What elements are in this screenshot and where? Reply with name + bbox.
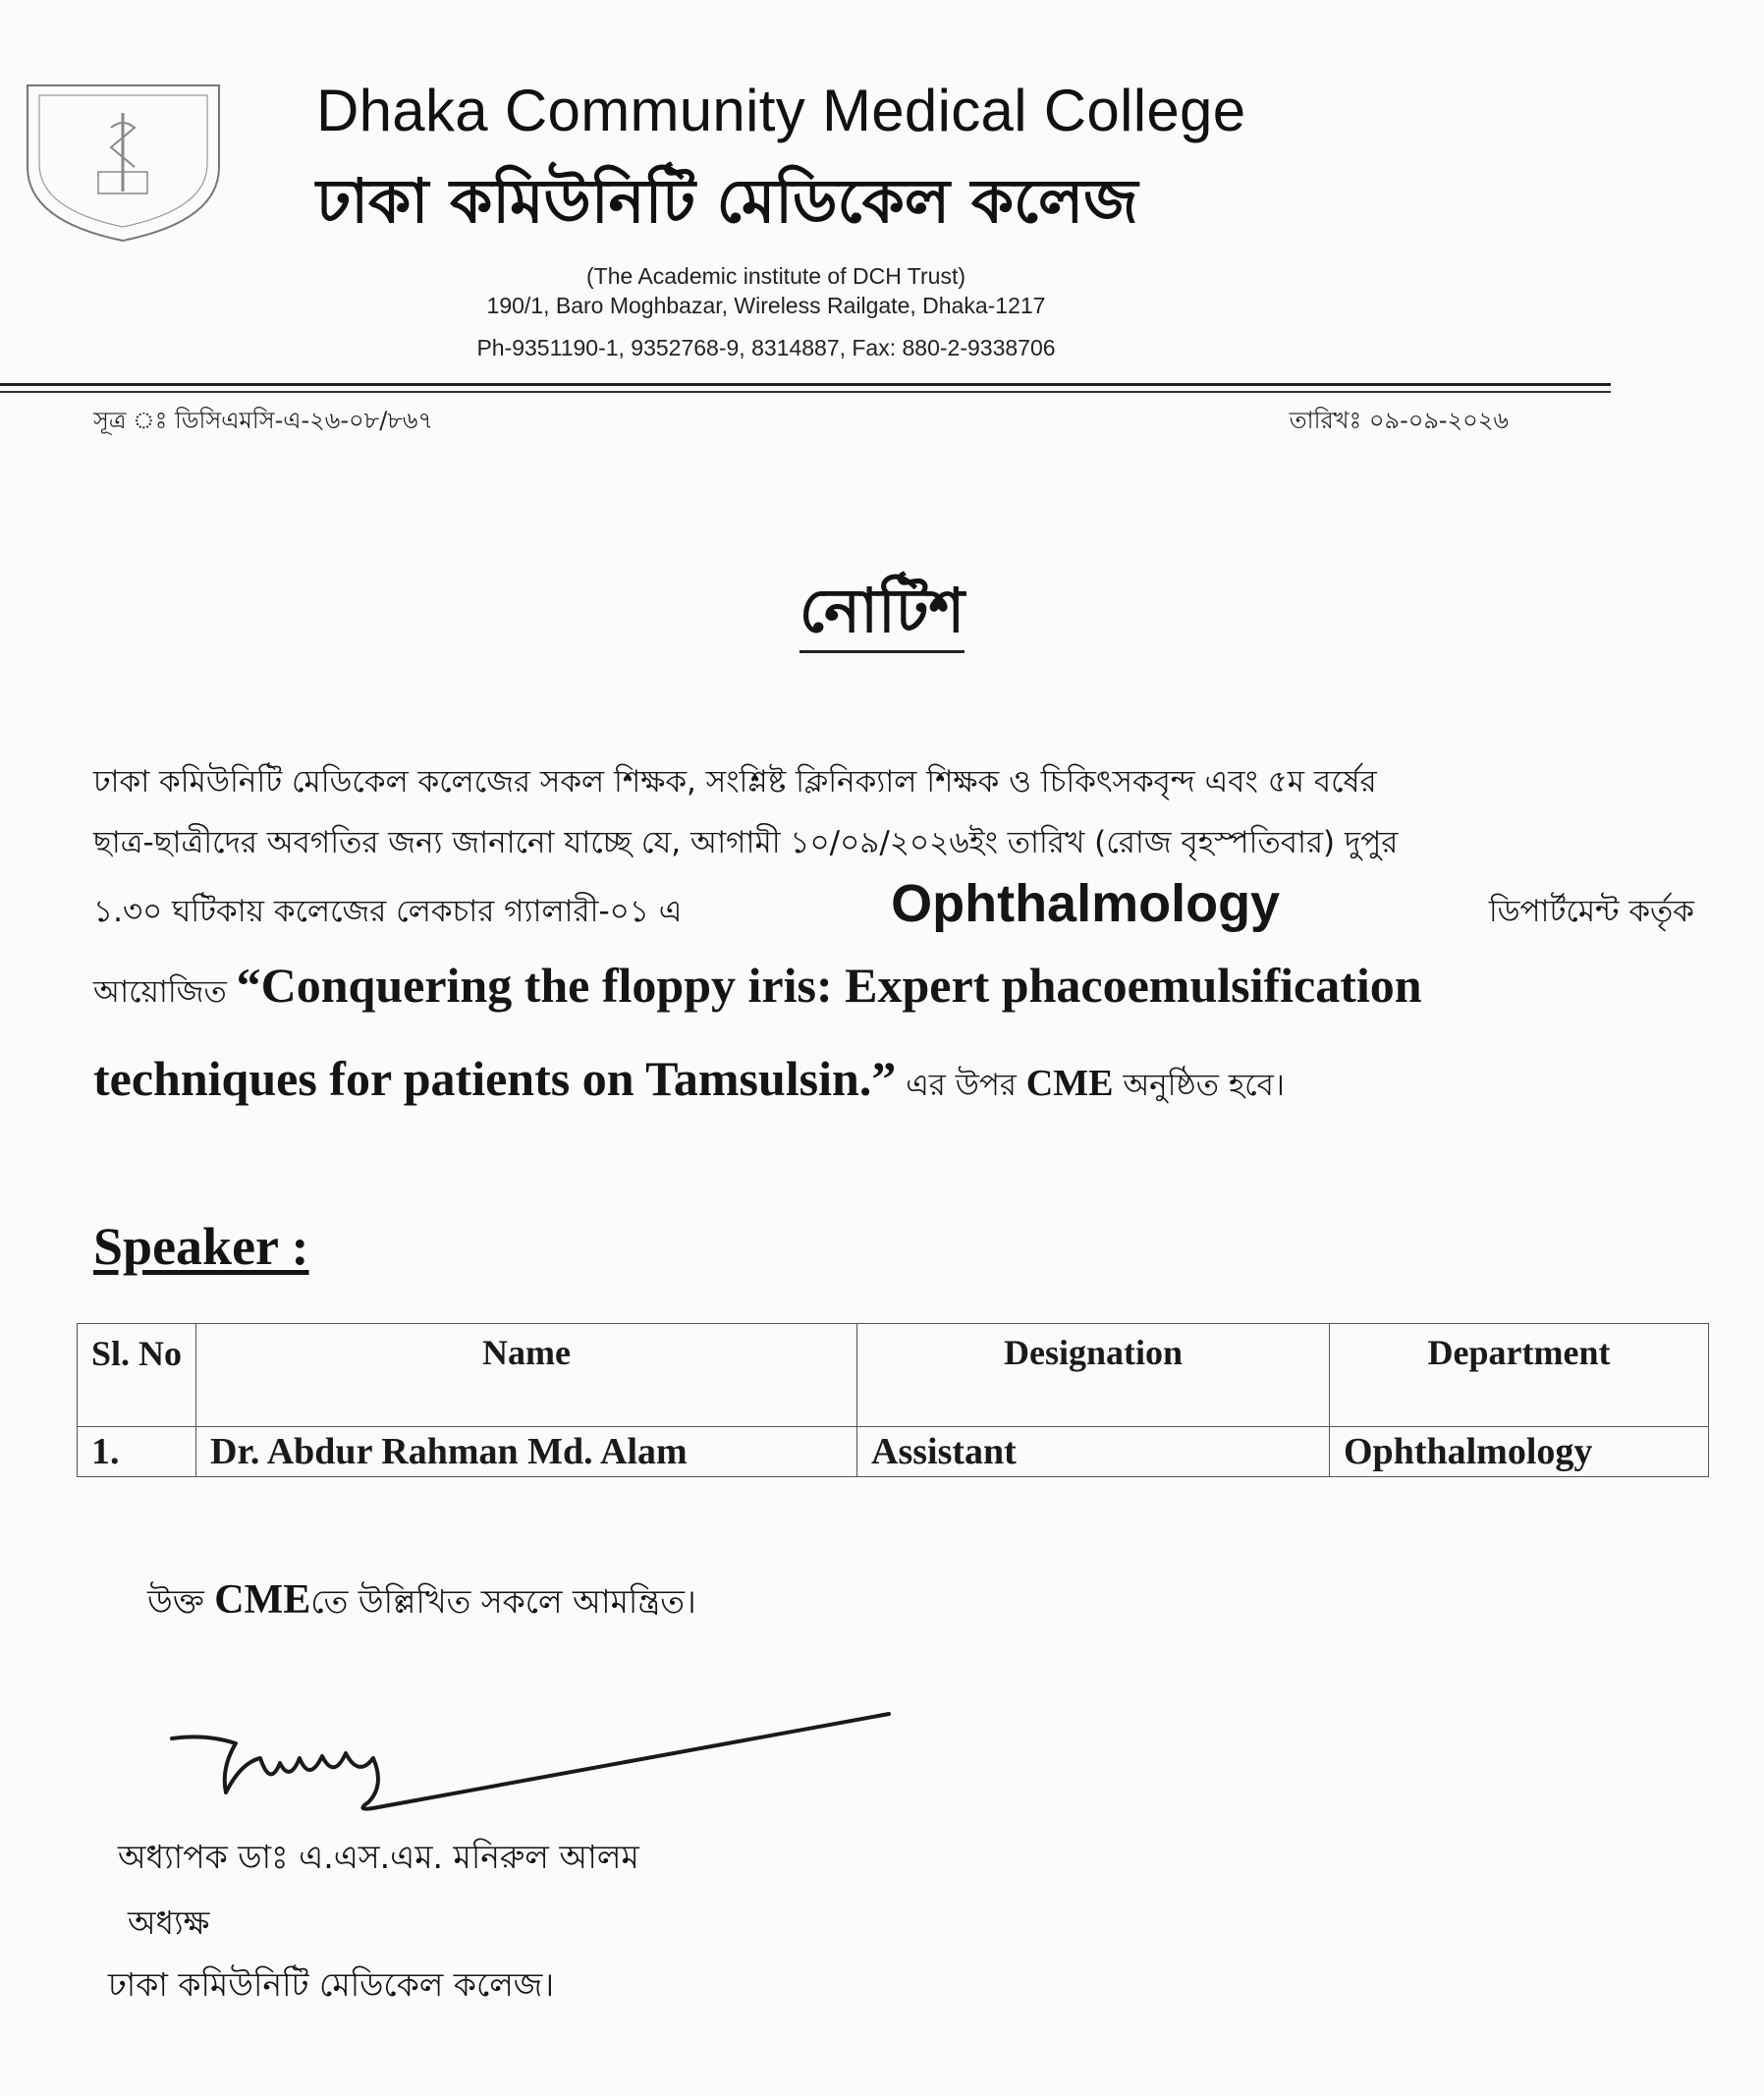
invite-cme: CME <box>214 1577 311 1623</box>
body-line-3 <box>93 873 1694 942</box>
speaker-table-header-row <box>78 1324 1709 1427</box>
signatory-organization: ঢাকা কমিউনিটি মেডিকেল কলেজ। <box>108 1965 555 2004</box>
header-name: Name <box>196 1324 857 1427</box>
body-line-5 <box>93 1035 1694 1129</box>
speaker-heading: Speaker : <box>93 1217 309 1276</box>
phone-fax-line: Ph-9351190-1, 9352768-9, 8314887, Fax: 880-2-9338706 <box>476 335 1056 360</box>
notice-title-text: নোটিশ <box>799 575 965 653</box>
college-name-bangla: ঢাকা কমিউনিটি মেডিকেল কলেজ <box>316 165 1138 237</box>
body-line-5-post: অনুষ্ঠিত হবে। <box>1123 1068 1285 1103</box>
speaker-table <box>77 1323 1709 1477</box>
cell-designation: Assistant <box>857 1427 1330 1477</box>
body-line-2: ছাত্র-ছাত্রীদের অবগতির জন্য জানানো যাচ্ছে যে, আগামী ১০/০৯/২০২৬ইং তারিখ (রোজ বৃহস্পতিবার) দুপুর <box>93 825 1399 860</box>
body-line-1: ঢাকা কমিউনিটি মেডিকেল কলেজের সকল শিক্ষক, সংশ্লিষ্ট ক্লিনিক্যাল শিক্ষক ও চিকিৎসকবৃন্দ এবং ৫ম বর্ষের <box>93 764 1377 800</box>
header-divider <box>0 383 1611 386</box>
body-line-3-pre: ১.৩০ ঘটিকায় কলেজের লেকচার গ্যালারী-০১ এ <box>93 894 683 929</box>
trust-line: (The Academic institute of DCH Trust) <box>585 263 965 289</box>
cme-label: CME <box>1025 1063 1114 1104</box>
header-divider-thin <box>0 391 1611 393</box>
cell-name: Dr. Abdur Rahman Md. Alam <box>196 1427 857 1477</box>
body-line-3-post: ডিপার্টমেন্ট কর্তৃক <box>1488 894 1694 929</box>
body-line-4 <box>93 942 1694 1035</box>
header-designation: Designation <box>857 1324 1330 1427</box>
cme-topic-part-1: “Conquering the floppy iris: Expert phacoemulsification <box>236 958 1422 1013</box>
cell-department: Ophthalmology <box>1330 1427 1709 1477</box>
header-sl-no: Sl. No <box>78 1324 196 1427</box>
table-row <box>78 1427 1709 1477</box>
department-name: Ophthalmology <box>891 874 1281 933</box>
body-line-5-mid: এর উপর <box>906 1068 1017 1103</box>
memo-reference: সূত্র ঃ ডিসিএমসি-এ-২৬-০৮/৮৬৭ <box>93 407 434 434</box>
notice-title <box>0 565 1764 666</box>
signature <box>167 1709 904 1822</box>
cme-topic-part-2: techniques for patients on Tamsulsin.” <box>93 1051 897 1106</box>
invitation-line <box>147 1576 696 1631</box>
cell-sl-no: 1. <box>78 1427 196 1477</box>
college-name-english: Dhaka Community Medical College <box>316 78 1246 143</box>
header-department: Department <box>1330 1324 1709 1427</box>
body-line-4-pre: আয়োজিত <box>93 974 227 1010</box>
address-line: 190/1, Baro Moghbazar, Wireless Railgate, Dhaka-1217 <box>486 293 1046 318</box>
memo-date: তারিখঃ ০৯-০৯-২০২৬ <box>1289 407 1509 434</box>
college-seal-logo <box>18 74 229 246</box>
signatory-name: অধ্যাপক ডাঃ এ.এস.এম. মনিরুল আলম <box>118 1838 639 1876</box>
signatory-title: অধ্যক্ষ <box>128 1903 210 1942</box>
invite-post: তে উল্লিখিত সকলে আমন্ত্রিত। <box>310 1582 696 1621</box>
notice-body <box>93 751 1694 1129</box>
invite-pre: উক্ত <box>147 1582 204 1621</box>
